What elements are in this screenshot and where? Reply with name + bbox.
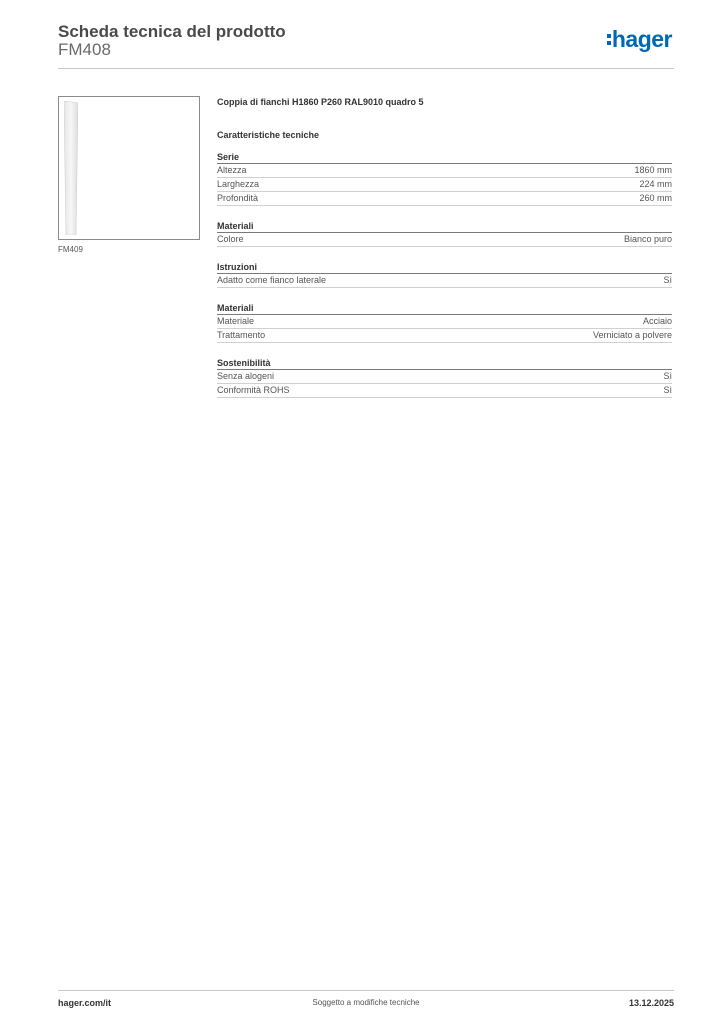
spec-label: Larghezza xyxy=(217,179,260,189)
section-heading: Caratteristiche tecniche xyxy=(217,130,320,140)
spec-value: Sì xyxy=(663,385,672,395)
spec-value: 260 mm xyxy=(639,193,672,203)
spec-label: Adatto come fianco laterale xyxy=(217,275,327,285)
spec-value: Acciaio xyxy=(642,316,672,326)
spec-row xyxy=(217,370,672,384)
spec-row xyxy=(217,274,672,288)
logo-dots-icon xyxy=(607,34,611,45)
spec-group-title: Sostenibilità xyxy=(217,357,672,370)
spec-value: Sì xyxy=(663,371,672,381)
spec-label: Altezza xyxy=(217,165,247,175)
page-header xyxy=(58,20,674,69)
spec-label: Senza alogeni xyxy=(217,371,275,381)
hager-logo xyxy=(607,28,672,51)
spec-label: Profondità xyxy=(217,193,259,203)
document-title: Scheda tecnica del prodotto xyxy=(58,22,286,41)
spec-label: Colore xyxy=(217,234,244,244)
spec-row xyxy=(217,192,672,206)
spec-content xyxy=(217,96,672,398)
spec-group-title: Materiali xyxy=(217,302,672,315)
side-panel-picture xyxy=(64,101,78,235)
spec-value: Sì xyxy=(663,275,672,285)
footer-notice: Soggetto a modifiche tecniche xyxy=(312,998,420,1007)
spec-row xyxy=(217,315,672,329)
spec-groups xyxy=(217,151,672,398)
spec-row xyxy=(217,329,672,343)
spec-value: Verniciato a polvere xyxy=(592,330,672,340)
spec-group-title: Istruzioni xyxy=(217,261,672,274)
spec-value: 224 mm xyxy=(639,179,672,189)
spec-group-title: Materiali xyxy=(217,220,672,233)
spec-label: Materiale xyxy=(217,316,255,326)
footer-website: hager.com/it xyxy=(58,998,112,1008)
spec-value: 1860 mm xyxy=(634,165,672,175)
spec-row xyxy=(217,178,672,192)
image-caption: FM409 xyxy=(58,245,83,254)
spec-group-title: Serie xyxy=(217,151,672,164)
product-description: Coppia di fianchi H1860 P260 RAL9010 quadro 5 xyxy=(217,97,424,107)
product-code: FM408 xyxy=(58,40,111,59)
logo-text: hager xyxy=(611,26,672,52)
spec-label: Conformità ROHS xyxy=(217,385,290,395)
spec-label: Trattamento xyxy=(217,330,266,340)
spec-row xyxy=(217,164,672,178)
spec-row xyxy=(217,233,672,247)
spec-value: Bianco puro xyxy=(623,234,672,244)
page-footer xyxy=(58,990,674,1011)
product-image xyxy=(58,96,200,240)
spec-row xyxy=(217,384,672,398)
footer-date: 13.12.2025 xyxy=(628,998,674,1008)
